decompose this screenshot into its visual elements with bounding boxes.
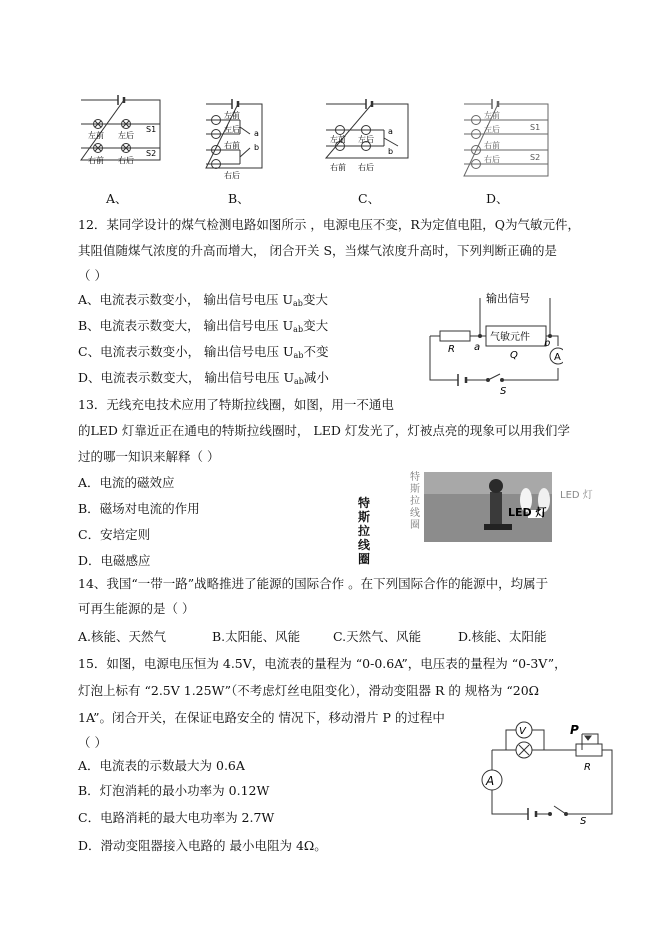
lamp-label: 右后 — [484, 155, 500, 164]
q15-option-c: C．电路消耗的最大电功率为 2.7W — [78, 810, 275, 825]
option-label-c: C、 — [358, 191, 381, 206]
q15-option-d: D．滑动变阻器接入电路的 最小电阻为 4Ω。 — [78, 838, 327, 853]
ammeter-label: A — [486, 774, 495, 788]
q14-option-d: D.核能、太阳能 — [458, 629, 547, 644]
q13-stem-line2: 的LED 灯靠近正在通电的特斯拉线圈时， LED 灯发光了，灯被点亮的现象可以用我们学 — [78, 423, 570, 438]
q12-option-c: C、电流表示数变小， 输出信号电压 $U_{ab}$不变 — [78, 344, 329, 360]
switch-s-label: S — [580, 816, 587, 827]
tesla-coil-side-label: 特斯拉线圈 — [358, 496, 371, 566]
lamp-label: 左前 — [224, 111, 240, 120]
node-b-label: b — [544, 338, 551, 349]
q15-bracket: （ ） — [78, 735, 107, 750]
output-signal-label: 输出信号 — [486, 292, 530, 305]
led-lamp-label: LED 灯 — [560, 490, 593, 501]
q12-option-a: A、电流表示数变小， 输出信号电压 $U_{ab}$变大 — [78, 292, 328, 308]
lamp-label: 左后 — [224, 125, 240, 134]
q14-stem-line2: 可再生能源的是（ ） — [78, 601, 195, 616]
switch-label: S1 — [530, 123, 541, 132]
lamp-label: 左后 — [358, 135, 374, 144]
q15-option-a: A．电流表的示数最大为 0.6A — [78, 758, 245, 773]
lamp-label: 左后 — [484, 125, 500, 134]
q15-stem-line3: 1A”。闭合开关，在保证电路安全的 情况下，移动滑片 P 的过程中 — [78, 710, 445, 725]
lamp-label: 左前 — [484, 111, 500, 120]
q15-option-b: B．灯泡消耗的最小功率为 0.12W — [78, 783, 270, 798]
q13-option-a: A．电流的磁效应 — [78, 475, 175, 490]
q12-bracket: （ ） — [78, 268, 107, 283]
q12-stem-line1: 12．某同学设计的煤气检测电路如图所示 ，电源电压不变，R为定值电阻，Q为气敏元件， — [78, 217, 581, 232]
lamp-label: 右后 — [358, 163, 374, 172]
q13-option-d: D．电磁感应 — [78, 553, 151, 568]
switch-label: S1 — [146, 125, 157, 134]
q15-stem-line1: 15．如图，电源电压恒为 4.5V，电流表的量程为 “0-0.6A”，电压表的量程为 “0-3V”， — [78, 656, 567, 671]
sensor-q-label: Q — [510, 350, 518, 361]
q15-stem-line2: 灯泡上标有 “2.5V 1.25W”（不考虑灯丝电阻变化），滑动变阻器 R 的 规格为 “20Ω — [78, 683, 540, 698]
q14-option-a: A.核能、天然气 — [78, 629, 167, 644]
switch-s-label: S — [500, 386, 507, 396]
circuit-b — [200, 98, 272, 184]
lamp-label: 右前 — [330, 163, 346, 172]
tesla-coil-photo-figure — [404, 470, 604, 544]
lamp-label: 右后 — [118, 156, 134, 165]
q14-stem-line1: 14、我国“一带一路”战略推进了能源的国际合作 。在下列国际合作的能源中，均属于 — [78, 576, 549, 591]
switch-label: b — [388, 147, 394, 156]
q12-stem-line2: 其阻值随煤气浓度的升高而增大， 闭合开关 S，当煤气浓度升高时，下列判断正确的是 — [78, 243, 558, 258]
switch-label: a — [388, 127, 393, 136]
option-label-a: A、 — [106, 191, 128, 206]
voltmeter-label: V — [519, 726, 526, 737]
switch-label: S2 — [530, 153, 541, 162]
node-a-label: a — [474, 342, 481, 353]
lamp-label: 左前 — [330, 135, 346, 144]
rheostat-r-label: R — [584, 762, 591, 773]
q12-option-b: B、电流表示数变大， 输出信号电压 $U_{ab}$变大 — [78, 318, 329, 334]
switch-label: b — [254, 143, 260, 152]
resistor-r-label: R — [448, 344, 455, 355]
circuit-d — [458, 96, 553, 184]
lamp-label: 右前 — [88, 156, 104, 165]
lamp-label: 左前 — [88, 131, 104, 140]
q13-stem-line3: 过的哪一知识来解释（ ） — [78, 449, 220, 464]
gas-detector-circuit-figure — [418, 288, 563, 396]
lamp-label: 左后 — [118, 131, 134, 140]
lamp-label: 右后 — [224, 171, 240, 180]
q14-option-b: B.太阳能、风能 — [212, 629, 301, 644]
gas-sensor-label: 气敏元件 — [490, 332, 530, 343]
switch-label: a — [254, 129, 259, 138]
q13-option-b: B．磁场对电流的作用 — [78, 501, 200, 516]
tesla-coil-photo-side-label: 特斯拉线圈 — [410, 472, 420, 531]
q14-option-c: C.天然气、风能 — [333, 629, 422, 644]
switch-label: S2 — [146, 149, 157, 158]
circuit-c — [322, 98, 412, 180]
q12-option-d: D、电流表示数变大， 输出信号电压 $U_{ab}$减小 — [78, 370, 329, 386]
q13-stem-line1: 13．无线充电技术应用了特斯拉线圈，如图，用一不通电 — [78, 397, 394, 412]
lamp-label: 右前 — [224, 141, 240, 150]
rheostat-circuit-figure — [476, 718, 616, 828]
option-label-d: D、 — [486, 191, 509, 206]
q13-option-c: C．安培定则 — [78, 527, 151, 542]
led-lamp-label-in-photo: LED 灯 — [508, 506, 547, 519]
option-label-b: B、 — [228, 191, 250, 206]
lamp-label: 右前 — [484, 141, 500, 150]
circuit-a — [78, 90, 163, 182]
ammeter-label: A — [554, 352, 561, 363]
slider-p-label: P — [570, 723, 579, 737]
